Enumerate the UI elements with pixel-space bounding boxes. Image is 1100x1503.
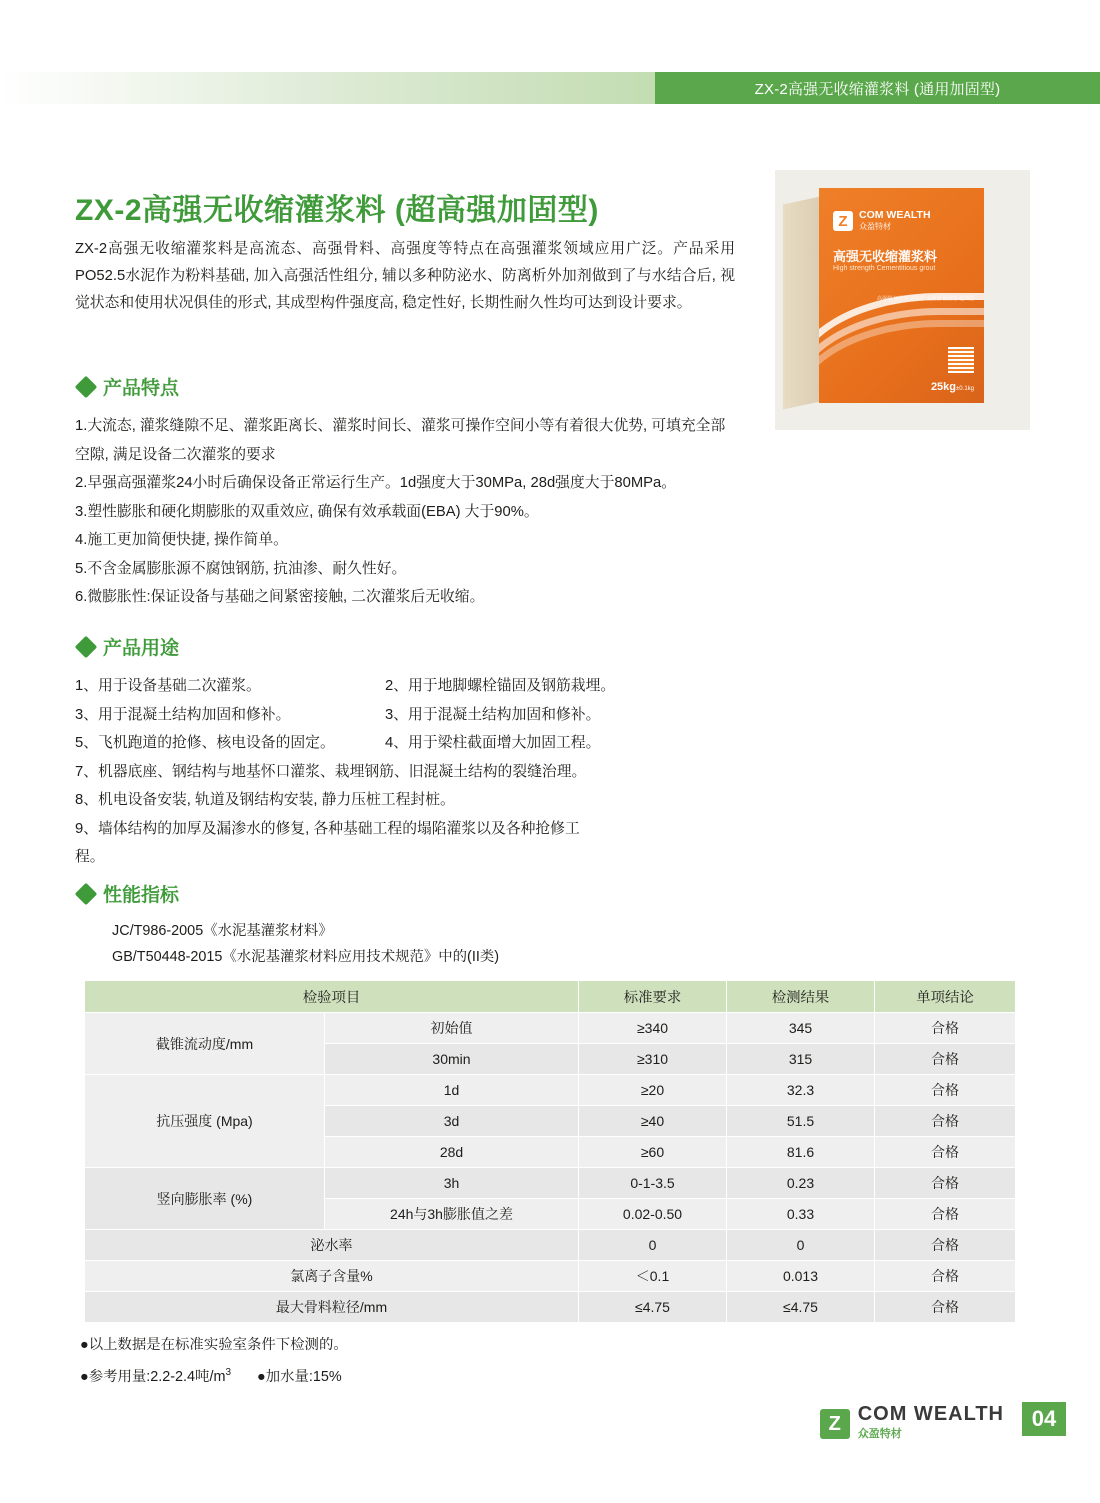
table-cell-standard: ≥340 (579, 1013, 727, 1044)
section-heading-features-label: 产品特点 (103, 378, 180, 399)
table-cell-conclusion: 合格 (875, 1137, 1016, 1168)
table-cell-item: 初始值 (325, 1013, 579, 1044)
section-heading-uses (78, 633, 179, 660)
table-cell-result: 345 (727, 1013, 875, 1044)
uses-item-right: 2、用于地脚螺栓锚固及钢筋栽埋。 (385, 678, 616, 694)
table-notes (80, 1332, 348, 1391)
diamond-bullet-icon (75, 375, 98, 398)
table-cell-item: 28d (325, 1137, 579, 1168)
note-line: ●以上数据是在标准实验室条件下检测的。 (80, 1337, 348, 1353)
list-item: 1.大流态, 灌浆缝隙不足、灌浆距离长、灌浆时间长、灌浆可操作空间小等有着很大优势, 可填充全部空隙, 满足设备二次灌浆的要求 (75, 418, 726, 463)
page-title: ZX-2高强无收缩灌浆料 (超高强加固型) (75, 194, 599, 227)
table-cell-conclusion: 合格 (875, 1044, 1016, 1075)
list-item: 3.塑性膨胀和硬化期膨胀的双重效应, 确保有效承载面(EBA) 大于90%。 (75, 503, 539, 520)
table-header-cell: 检验项目 (85, 981, 579, 1013)
table-group-label: 竖向膨胀率 (%) (85, 1168, 325, 1230)
list-item: 程。 (75, 849, 105, 865)
table-row (85, 1168, 1016, 1199)
package-logo (833, 210, 931, 232)
package-brand-text (859, 210, 931, 232)
list-item: 7、机器底座、钢结构与地基怀口灌浆、栽埋钢筋、旧混凝土结构的裂缝治理。 (75, 763, 587, 780)
package-product-name-en: High strength Cementitious grout (833, 265, 936, 272)
table-cell-standard: 0 (579, 1230, 727, 1261)
table-cell-conclusion: 合格 (875, 1075, 1016, 1106)
package-brand-cn: 众盈特材 (859, 222, 891, 231)
package-weight (931, 381, 974, 393)
list-item: 4.施工更加简便快捷, 操作简单。 (75, 532, 288, 548)
table-cell-standard: ≥60 (579, 1137, 727, 1168)
table-cell-conclusion: 合格 (875, 1106, 1016, 1137)
uses-item-left: 3、用于混凝土结构加固和修补。 (75, 706, 291, 723)
package-weight-tolerance: ±0.1kg (956, 386, 974, 392)
section-heading-uses-label: 产品用途 (103, 638, 180, 659)
table-cell-result: 0.013 (727, 1261, 875, 1292)
footer-logo (820, 1404, 1004, 1444)
diamond-bullet-icon (75, 635, 98, 658)
package-spec-list: 高强型 加固型 通用型 支座型 锚固型 超细型 (877, 296, 974, 302)
table-cell-item: 氯离子含量% (85, 1261, 579, 1292)
note-dosage-exponent: 3 (225, 1367, 231, 1378)
table-group-label: 截锥流动度/mm (85, 1013, 325, 1075)
header-gradient (0, 72, 655, 104)
performance-table (84, 980, 1016, 1323)
section-heading-performance-label: 性能指标 (103, 885, 180, 906)
standard-line: JC/T986-2005《水泥基灌浆材料》 (112, 923, 333, 939)
table-header-cell: 单项结论 (875, 981, 1016, 1013)
table-cell-item: 24h与3h膨胀值之差 (325, 1199, 579, 1230)
table-cell-item: 30min (325, 1044, 579, 1075)
list-item: 8、机电设备安装, 轨道及钢结构安装, 静力压桩工程封桩。 (75, 792, 455, 808)
table-cell-result: 32.3 (727, 1075, 875, 1106)
table-cell-result: 51.5 (727, 1106, 875, 1137)
table-cell-item: 泌水率 (85, 1230, 579, 1261)
section-heading-features (78, 373, 179, 400)
package-brand-en: COM WEALTH (859, 209, 931, 221)
table-cell-conclusion: 合格 (875, 1292, 1016, 1323)
list-item (75, 672, 775, 701)
table-cell-item: 最大骨料粒径/mm (85, 1292, 579, 1323)
list-item (75, 701, 775, 730)
product-photo (775, 170, 1030, 430)
table-cell-conclusion: 合格 (875, 1013, 1016, 1044)
table-cell-item: 1d (325, 1075, 579, 1106)
table-row (85, 1292, 1016, 1323)
note-line (80, 1359, 348, 1391)
section-heading-performance (78, 880, 179, 907)
note-dosage: ●参考用量:2.2-2.4吨/m (80, 1368, 226, 1385)
footer-brand-en: COM WEALTH (857, 1403, 1004, 1425)
page-number: 04 (1022, 1402, 1066, 1436)
table-cell-standard: 0.02-0.50 (579, 1199, 727, 1230)
standard-line: GB/T50448-2015《水泥基灌浆材料应用技术规范》中的(II类) (112, 949, 500, 965)
table-cell-conclusion: 合格 (875, 1199, 1016, 1230)
table-cell-standard: ≤4.75 (579, 1292, 727, 1323)
package-product-name: 高强无收缩灌浆料 (833, 249, 938, 264)
table-row (85, 1261, 1016, 1292)
list-item: 2.早强高强灌浆24小时后确保设备正常运行生产。1d强度大于30MPa, 28d强度大于80MPa。 (75, 475, 677, 491)
uses-item-right: 4、用于梁柱截面增大加固工程。 (385, 735, 601, 751)
table-row (85, 1075, 1016, 1106)
list-item: 5.不含金属膨胀源不腐蚀钢筋, 抗油渗、耐久性好。 (75, 560, 407, 577)
intro-paragraph: ZX-2高强无收缩灌浆料是高流态、高强骨料、高强度等特点在高强灌浆领域应用广泛。产品采用PO52.5水泥作为粉料基础, 加入高强活性组分, 辅以多种防泌水、防离析外加剂做到了与水结合后, 视觉状态和使用状况俱佳的形式, 其成型构件强度高, 稳定性好, 长期性耐久性均可达到设计要求。 (75, 241, 735, 311)
table-group-label: 抗压强度 (Mpa) (85, 1075, 325, 1168)
table-cell-conclusion: 合格 (875, 1261, 1016, 1292)
uses-item-right: 3、用于混凝土结构加固和修补。 (385, 706, 601, 723)
footer-brand-cn: 众盈特材 (857, 1428, 902, 1440)
table-row (85, 1230, 1016, 1261)
brand-z-icon: Z (820, 1409, 850, 1439)
table-cell-standard: ≥20 (579, 1075, 727, 1106)
qr-code-icon (948, 347, 974, 373)
table-row (85, 1013, 1016, 1044)
table-cell-result: ≤4.75 (727, 1292, 875, 1323)
table-cell-conclusion: 合格 (875, 1168, 1016, 1199)
features-list (75, 412, 740, 612)
page-footer (0, 1398, 1100, 1458)
table-cell-result: 0.23 (727, 1168, 875, 1199)
table-cell-standard: 0-1-3.5 (579, 1168, 727, 1199)
standards-list (112, 918, 499, 970)
diamond-bullet-icon (75, 882, 98, 905)
note-water: ●加水量:15% (257, 1368, 342, 1385)
table-cell-result: 315 (727, 1044, 875, 1075)
table-cell-item: 3h (325, 1168, 579, 1199)
table-cell-standard: ≥310 (579, 1044, 727, 1075)
list-item: 6.微膨胀性:保证设备与基础之间紧密接触, 二次灌浆后无收缩。 (75, 589, 485, 605)
list-item: 9、墙体结构的加厚及漏渗水的修复, 各种基础工程的塌陷灌浆以及各种抢修工 (75, 820, 580, 837)
table-cell-conclusion: 合格 (875, 1230, 1016, 1261)
brand-z-icon: Z (833, 211, 853, 231)
table-header-cell: 检测结果 (727, 981, 875, 1013)
table-cell-standard: ＜0.1 (579, 1261, 727, 1292)
table-cell-result: 0.33 (727, 1199, 875, 1230)
table-cell-item: 3d (325, 1106, 579, 1137)
uses-item-left: 1、用于设备基础二次灌浆。 (75, 678, 261, 694)
uses-item-left: 5、飞机跑道的抢修、核电设备的固定。 (75, 735, 335, 751)
table-header-row (85, 981, 1016, 1013)
table-cell-result: 81.6 (727, 1137, 875, 1168)
table-cell-standard: ≥40 (579, 1106, 727, 1137)
uses-list (75, 672, 775, 872)
package-weight-value: 25kg (930, 381, 957, 393)
page-header-band (0, 72, 1100, 104)
footer-brand-text (858, 1404, 1004, 1444)
package-front-panel (819, 188, 984, 403)
table-cell-result: 0 (727, 1230, 875, 1261)
running-title: ZX-2高强无收缩灌浆料 (通用加固型) (655, 72, 1100, 104)
list-item (75, 729, 775, 758)
table-header-cell: 标准要求 (579, 981, 727, 1013)
